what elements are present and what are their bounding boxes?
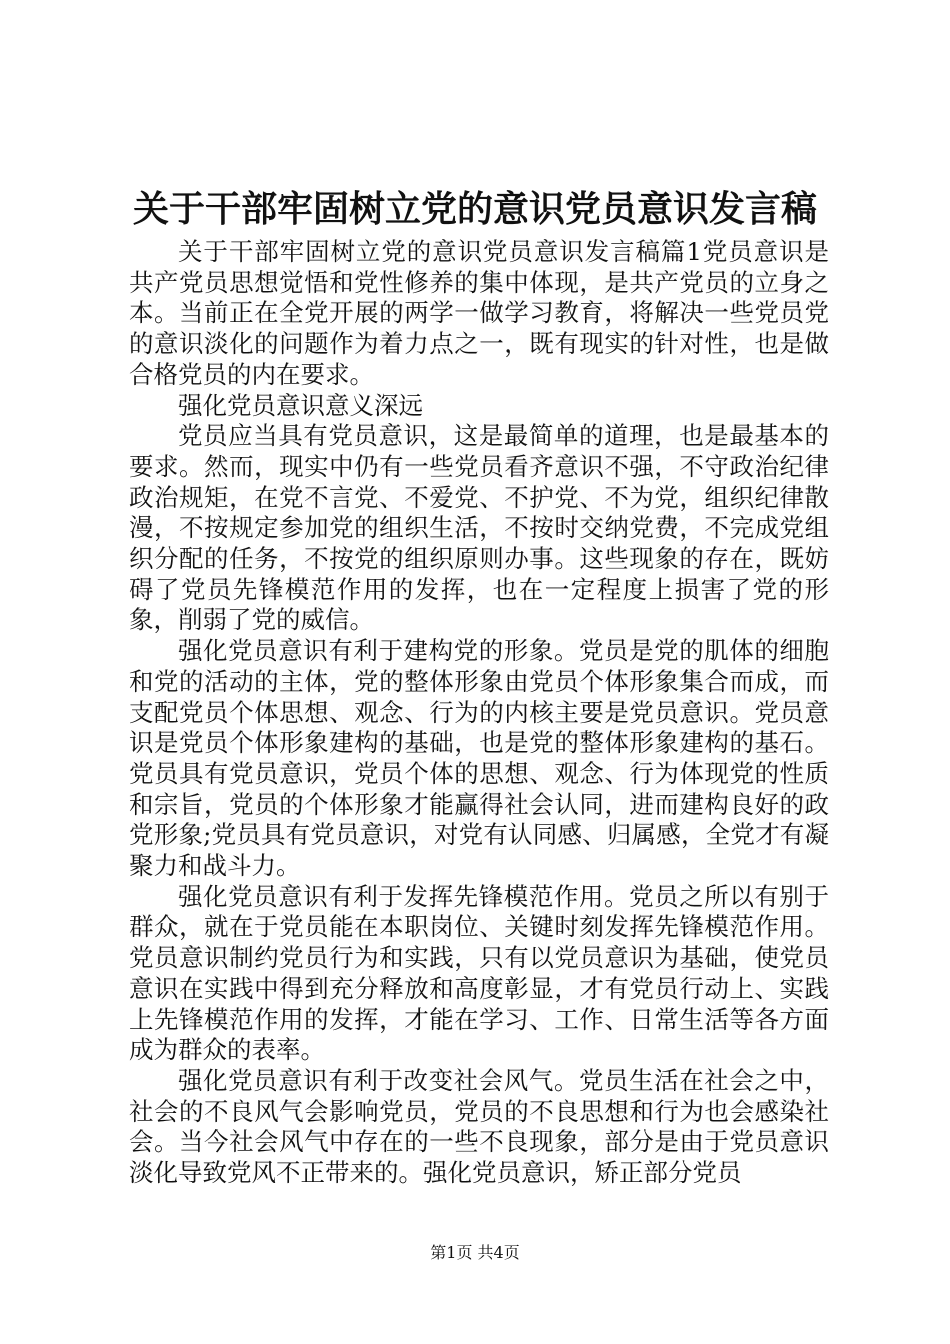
paragraph: 关于干部牢固树立党的意识党员意识发言稿篇1党员意识是共产党员思想觉悟和党性修养的集中体现，是共产党员的立身之本。当前正在全党开展的两学一做学习教育，将解决一些党员党的意识淡化的问题作为着力点之一，既有现实的针对性，也是做合格党员的内在要求。 (129, 237, 829, 389)
page-footer: 第1页 共4页 (430, 1243, 520, 1262)
document-body (129, 237, 829, 1189)
paragraph: 强化党员意识有利于建构党的形象。党员是党的肌体的细胞和党的活动的主体，党的整体形象由党员个体形象集合而成，而支配党员个体思想、观念、行为的内核主要是党员意识。党员意识是党员个体形象建构的基础，也是党的整体形象建构的基石。党员具有党员意识，党员个体的思想、观念、行为体现党的性质和宗旨，党员的个体形象才能赢得社会认同，进而建构良好的政党形象;党员具有党员意识，对党有认同感、归属感，全党才有凝聚力和战斗力。 (129, 636, 829, 881)
section-heading: 强化党员意识意义深远 (178, 390, 423, 420)
paragraph: 强化党员意识有利于改变社会风气。党员生活在社会之中，社会的不良风气会影响党员，党员的不良思想和行为也会感染社会。当今社会风气中存在的一些不良现象，部分是由于党员意识淡化导致党风不正带来的。强化党员意识，矫正部分党员 (129, 1065, 829, 1188)
paragraph: 党员应当具有党员意识，这是最简单的道理，也是最基本的要求。然而，现实中仍有一些党员看齐意识不强，不守政治纪律政治规矩，在党不言党、不爱党、不护党、不为党，组织纪律散漫，不按规定参加党的组织生活，不按时交纳党费，不完成党组织分配的任务，不按党的组织原则办事。这些现象的存在，既妨碍了党员先锋模范作用的发挥，也在一定程度上损害了党的形象，削弱了党的威信。 (129, 421, 829, 635)
document-title: 关于干部牢固树立党的意识党员意识发言稿 (132, 188, 817, 230)
paragraph: 强化党员意识有利于发挥先锋模范作用。党员之所以有别于群众，就在于党员能在本职岗位、关键时刻发挥先锋模范作用。党员意识制约党员行为和实践，只有以党员意识为基础，使党员意识在实践中得到充分释放和高度彰显，才有党员行动上、实践上先锋模范作用的发挥，才能在学习、工作、日常生活等各方面成为群众的表率。 (129, 881, 829, 1065)
